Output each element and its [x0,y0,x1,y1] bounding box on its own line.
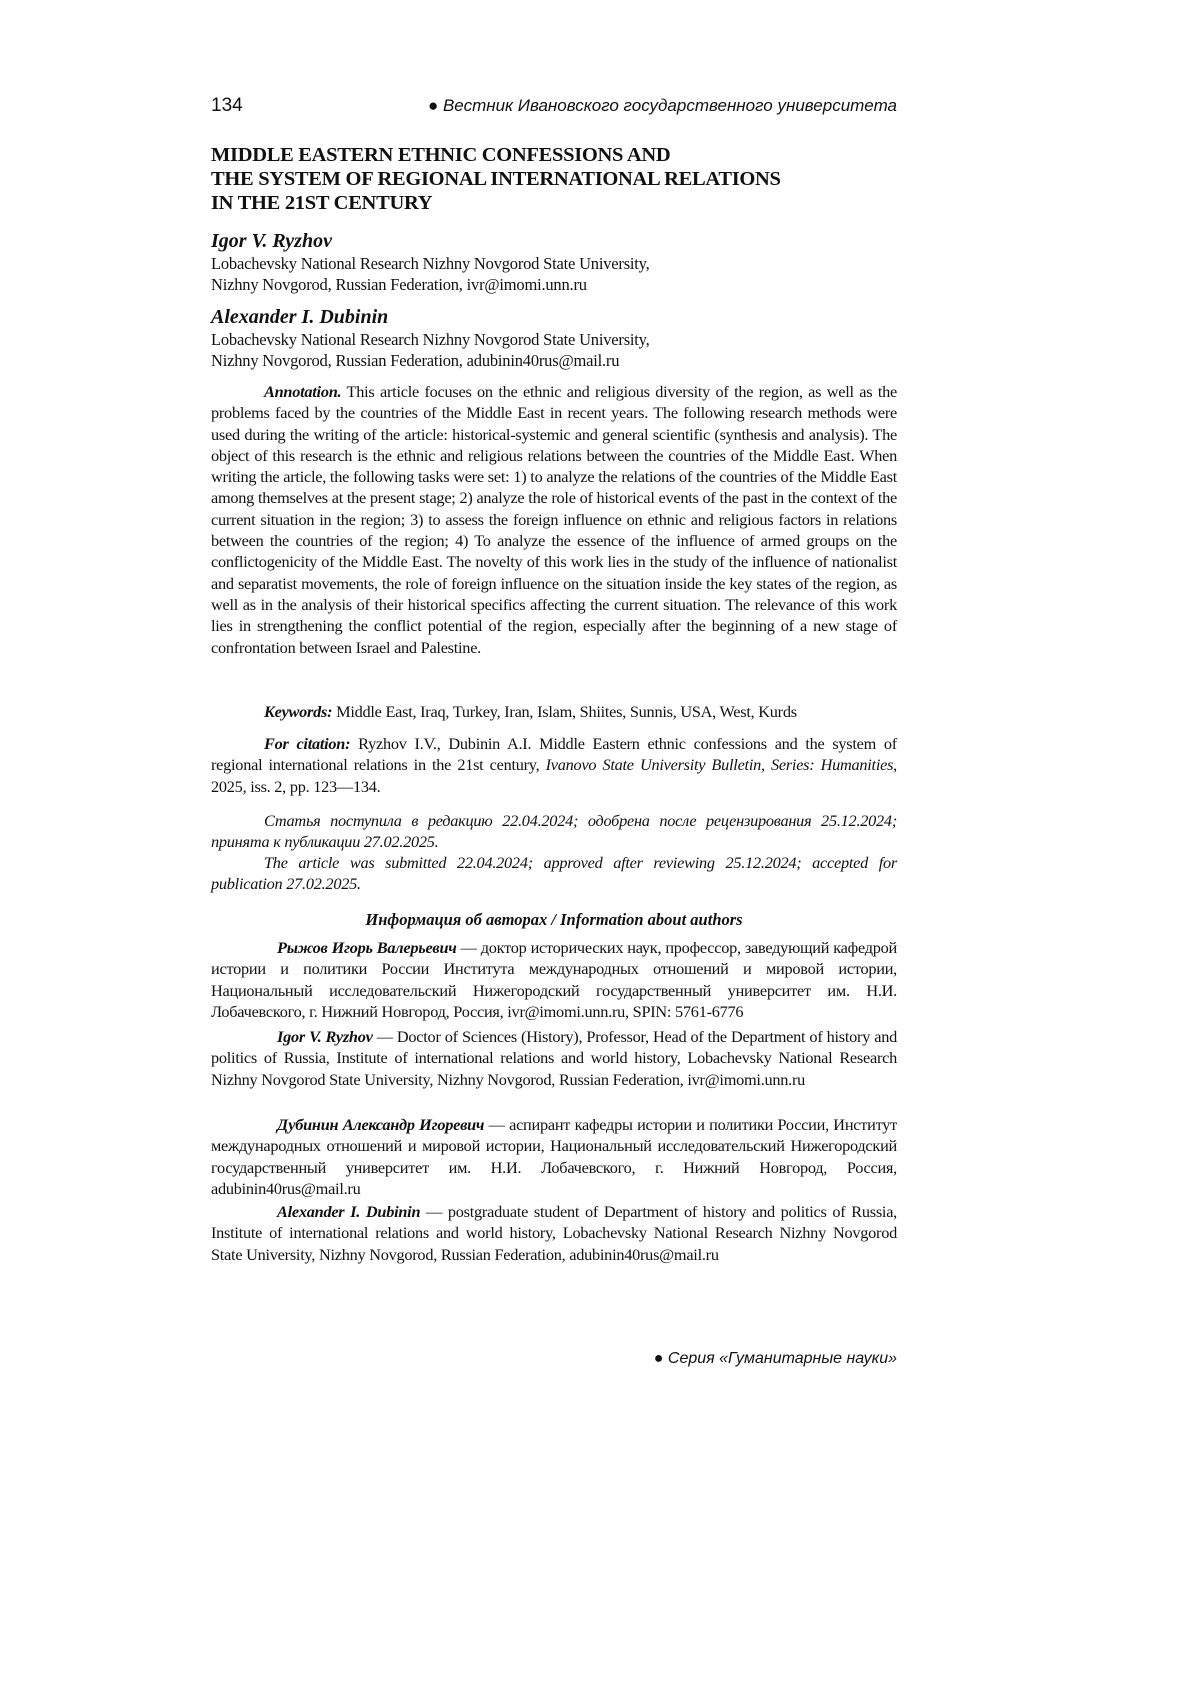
author-info-text: — аспирант кафедры истории и политики России, Институт международных отношений и мировой истории, Национальный исследовательский Нижегородский государственный университет им. Н.И. Лобачевского, г. Нижний Новгород, Россия, adubinin40rus@mail.ru [211,1115,897,1198]
author-info-text: — Doctor of Sciences (History), Professor, Head of the Department of history and politics of Russia, Institute of international relations and world history, Lobachevsky National Research Nizhny Novgorod State University, Nizhny Novgorod, Russian Federation, ivr@imomi.unn.ru [211,1027,897,1089]
author-info [211,1026,897,1090]
author-block-1 [211,229,897,295]
citation-label: For citation: [264,734,350,753]
citation-tail: , 2025, iss. 2, pp. 123—134. [211,755,897,795]
series-footer: ● Серия «Гуманитарные науки» [654,1350,897,1368]
author-name: Igor V. Ryzhov [211,229,897,253]
author-info-name: Alexander I. Dubinin [277,1202,420,1221]
info-heading: Информация об авторах / Information about authors [211,910,897,930]
annotation [211,381,897,658]
author-block-2 [211,305,897,371]
author-affiliation: Lobachevsky National Research Nizhny Novgorod State University, [211,329,897,350]
citation [211,733,897,797]
page-number: 134 [211,95,243,117]
article-title [211,143,897,215]
citation-text: Ryzhov I.V., Dubinin A.I. Middle Eastern ethnic confessions and the system of regional international relations in the 21st century, [211,734,897,774]
title-line: IN THE 21ST CENTURY [211,191,897,215]
author-info [211,1114,897,1199]
journal-title: ● Вестник Ивановского государственного университета [428,96,897,116]
author-affiliation: Nizhny Novgorod, Russian Federation, ivr@imomi.unn.ru [211,274,897,295]
author-info [211,1201,897,1265]
title-line: MIDDLE EASTERN ETHNIC CONFESSIONS AND [211,143,897,167]
author-info-name: Igor V. Ryzhov [277,1027,373,1046]
author-info-name: Рыжов Игорь Валерьевич [277,938,457,957]
annotation-label: Annotation. [264,382,341,401]
author-info-name: Дубинин Александр Игоревич [277,1115,484,1134]
keywords-label: Keywords: [264,702,332,721]
annotation-text: This article focuses on the ethnic and religious diversity of the region, as well as the problems faced by the countries of the Middle East in recent years. The following research methods were used during the writing of the article: historical-systemic and general scientific (synthesis and analysis). The object of this research is the ethnic and religious relations between the countries of the Middle East. When writing the article, the following tasks were set: 1) to analyze the relations of the countries of the Middle East among themselves at the present stage; 2) analyze the role of historical events of the past in the context of the current situation in the region; 3) to assess the foreign influence on ethnic and religious factors in relations between the countries of the region; 4) To analyze the essence of the influence of armed groups on the conflictogenicity of the Middle East. The novelty of this work lies in the study of the influence of nationalist and separatist movements, the role of foreign influence on the situation inside the key states of the region, as well as in the analysis of their historical specifics affecting the current situation. The relevance of this work lies in strengthening the conflict potential of the region, especially after the beginning of a new stage of confrontation between Israel and Palestine. [211,382,897,657]
author-affiliation: Nizhny Novgorod, Russian Federation, adubinin40rus@mail.ru [211,350,897,371]
author-affiliation: Lobachevsky National Research Nizhny Novgorod State University, [211,253,897,274]
dates-en: The article was submitted 22.04.2024; approved after reviewing 25.12.2024; accepted for publication 27.02.2025. [211,852,897,895]
author-info-text: — доктор исторических наук, профессор, заведующий кафедрой истории и политики России Института международных отношений и мировой истории, Национальный исследовательский Нижегородский государственный университет им. Н.И. Лобачевского, г. Нижний Новгород, Россия, ivr@imomi.unn.ru, SPIN: 5761-6776 [211,938,897,1021]
citation-journal: Ivanovo State University Bulletin, Series: Humanities [546,755,894,774]
title-line: THE SYSTEM OF REGIONAL INTERNATIONAL RELATIONS [211,167,897,191]
keywords-text: Middle East, Iraq, Turkey, Iran, Islam, Shiites, Sunnis, USA, West, Kurds [332,702,797,721]
dates-ru: Статья поступила в редакцию 22.04.2024; одобрена после рецензирования 25.12.2024; принята к публикации 27.02.2025. [211,810,897,853]
author-info [211,937,897,1022]
author-name: Alexander I. Dubinin [211,305,897,329]
keywords [211,701,897,722]
author-info-text: — postgraduate student of Department of history and politics of Russia, Institute of international relations and world history, Lobachevsky National Research Nizhny Novgorod State University, Nizhny Novgorod, Russian Federation, adubinin40rus@mail.ru [211,1202,897,1264]
